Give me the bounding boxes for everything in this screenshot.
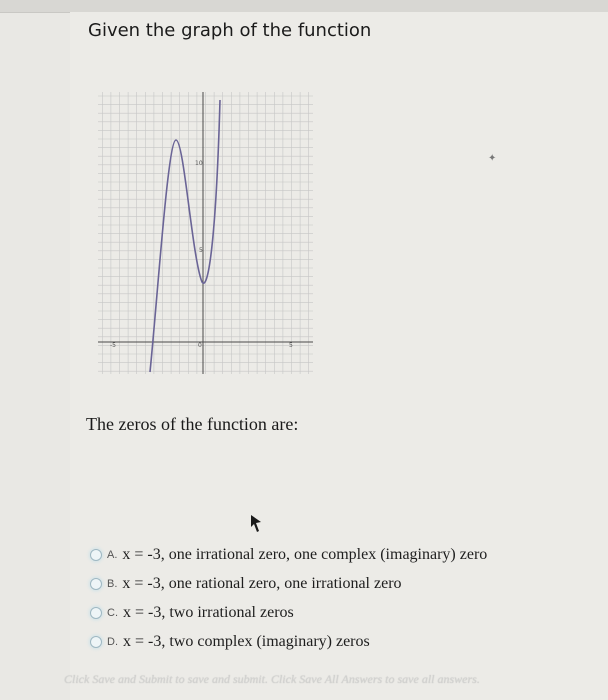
x-tick-label-origin: 0 xyxy=(198,342,202,349)
option-b[interactable] xyxy=(86,569,586,598)
radio-button-icon[interactable] xyxy=(90,636,102,648)
radio-button-icon[interactable] xyxy=(90,578,102,590)
graph-grid xyxy=(98,92,313,374)
option-letter: C. xyxy=(107,606,118,619)
option-text[interactable]: x = -3, one irrational zero, one complex (imaginary) zero xyxy=(122,545,488,563)
stray-mark: ✦ xyxy=(488,153,497,164)
option-text[interactable]: x = -3, one rational zero, one irrational zero xyxy=(122,574,402,592)
answer-options xyxy=(86,540,586,656)
question-prompt: The zeros of the function are: xyxy=(86,414,299,434)
option-a[interactable] xyxy=(86,540,586,569)
option-letter: D. xyxy=(107,635,118,648)
option-text[interactable]: x = -3, two irrational zeros xyxy=(123,603,294,621)
radio-button-icon[interactable] xyxy=(90,549,102,561)
question-title: Given the graph of the function xyxy=(88,20,372,41)
x-tick-label-right: 5 xyxy=(289,342,293,349)
x-tick-label-left: -5 xyxy=(110,342,116,349)
function-curve xyxy=(150,100,220,372)
option-c[interactable] xyxy=(86,598,586,627)
radio-button-icon[interactable] xyxy=(90,607,102,619)
mouse-cursor-icon xyxy=(248,514,264,534)
option-letter: A. xyxy=(107,548,118,561)
function-graph xyxy=(98,92,313,374)
option-d[interactable] xyxy=(86,627,586,656)
option-letter: B. xyxy=(107,577,118,590)
option-text[interactable]: x = -3, two complex (imaginary) zeros xyxy=(123,632,370,650)
footer-instructions: Click Save and Submit to save and submit. Click Save All Answers to save all answers. xyxy=(64,672,480,686)
y-tick-label-top: 10 xyxy=(195,160,203,167)
y-tick-label-mid: 5 xyxy=(199,247,203,254)
